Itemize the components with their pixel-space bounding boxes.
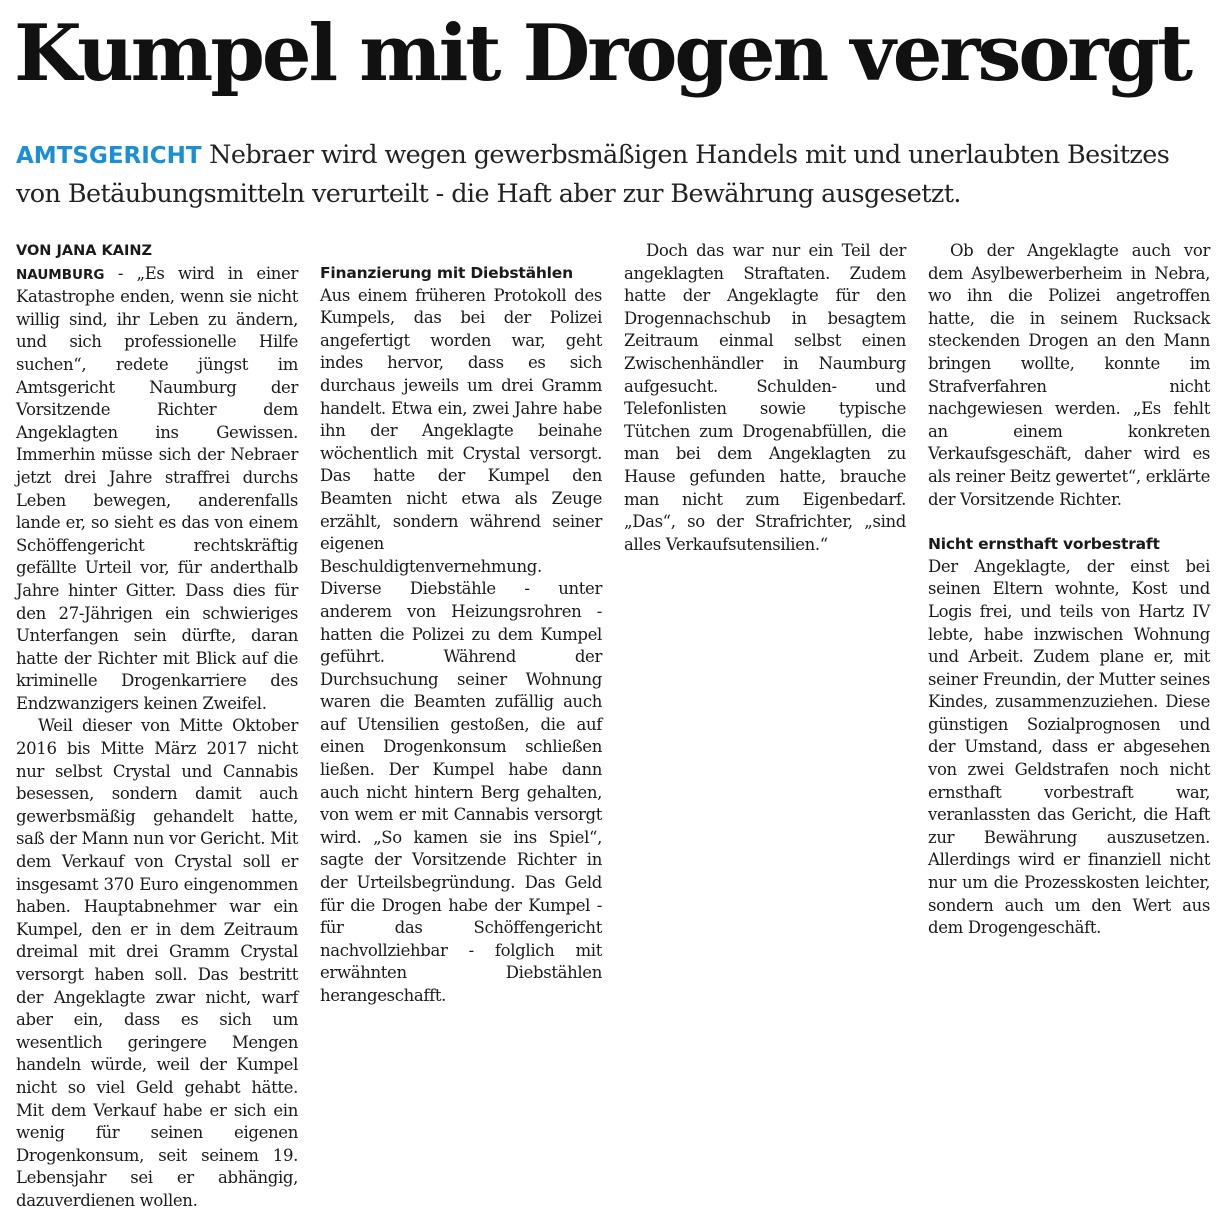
subhead-nicht-ernsthaft: Nicht ernsthaft vorbestraft xyxy=(928,535,1160,554)
deck-text: Nebraer wird wegen gewerbsmäßigen Handels mit und unerlaubten Besitzes von Betäubungsmitteln verurteilt - die Haft aber zur Bewährung ausgesetzt. xyxy=(16,140,1170,209)
article-columns xyxy=(16,240,1210,1210)
paragraph-6: Der Angeklagte, der einst bei seinen Eltern wohnte, Kost und Logis frei, und teils von Hartz IV lebte, habe inzwischen Wohnung und Arbeit. Zudem plane er, mit seiner Freundin, der Mutter seines Kindes, zusammenzuziehen. Diese günstigen Sozialprognosen und der Umstand, dass er abgesehen von zwei Geldstrafen noch nicht ernsthaft vorbestraft war, veranlassten das Gericht, die Haft zur Bewährung auszusetzen. Allerdings wird er finanziell nicht nur um die Prozesskosten leichter, sondern auch um den Wert aus dem Drogengeschäft. xyxy=(928,556,1210,938)
column-3-flow xyxy=(624,240,906,556)
section-gap xyxy=(928,511,1210,533)
paragraph-1-text: - „Es wird in einer Katastrophe enden, wenn sie nicht willig sind, ihr Leben zu ändern, und sich professionelle Hilfe suchen“, redete jüngst im Amtsgericht Naumburg der Vorsitzende Richter dem Angeklagten ins Gewissen. Immerhin müsse sich der Nebraer jetzt drei Jahre straffrei durchs Leben bewegen, anderenfalls lande er, so sieht es das von einem Schöffengericht rechtskräftig gefällte Urteil vor, für anderthalb Jahre hinter Gitter. Dass dies für den 27-Jährigen ein schwieriges Unterfangen sein dürfte, daran hatte der Richter mit Blick auf die kriminelle Drogenkarriere des Endzwanzigers keinen Zweifel. xyxy=(16,263,298,713)
byline: VON JANA KAINZ xyxy=(16,243,153,259)
paragraph-3: Aus einem früheren Protokoll des Kumpels, das bei der Polizei angefertigt worden war, geht indes hervor, dass es sich durchaus jeweils um drei Gramm handelt. Etwa ein, zwei Jahre habe ihn der Angeklagte beinahe wöchentlich mit Crystal versorgt. Das hatte der Kumpel den Beamten nicht etwa als Zeuge erzählt, sondern während seiner eigenen Beschuldigtenvernehmung. Diverse Diebstähle - unter anderem von Heizungsrohren - hatten die Polizei zu dem Kumpel geführt. Während der Durchsuchung seiner Wohnung waren die Beamten zufällig auch auf Utensilien gestoßen, die auf einen Drogenkonsum schließen ließen. Der Kumpel habe dann auch nicht hintern Berg gehalten, von wem er mit Cannabis versorgt wird. „So kamen sie ins Spiel“, sagte der Vorsitzende Richter in der Urteilsbegründung. Das Geld für die Drogen habe der Kumpel - für das Schöffengericht nachvollziehbar - folglich mit erwähnten Diebstählen herangeschafft. xyxy=(320,285,602,1005)
column-3 xyxy=(624,240,906,920)
paragraph-1 xyxy=(16,263,298,716)
headline: Kumpel mit Drogen versorgt xyxy=(14,8,1191,99)
paragraph-4: Doch das war nur ein Teil der angeklagten Straftaten. Zudem hatte der Angeklagte für den Drogennachschub in besagtem Zeitraum einmal selbst einen Zwischenhändler in Naumburg aufgesucht. Schulden- und Telefonlisten sowie typische Tütchen zum Drogenabfüllen, die man bei dem Angeklagten zu Hause gefunden hatte, brauche man nicht zum Eigenbedarf. „Das“, so der Strafrichter, „sind alles Verkaufsutensilien.“ xyxy=(624,241,906,554)
subhead-finanzierung: Finanzierung mit Diebstählen xyxy=(320,264,573,282)
paragraph-2: Weil dieser von Mitte Oktober 2016 bis Mitte März 2017 nicht nur selbst Crystal und Cannabis besessen, sondern damit auch gewerbsmäßig gehandelt hatte, saß der Mann nun vor Gericht. Mit dem Verkauf von Crystal soll er insgesamt 370 Euro eingenommen haben. Hauptabnehmer war ein Kumpel, den er in dem Zeitraum dreimal mit drei Gramm Crystal versorgt haben soll. Das bestritt der Angeklagte zwar nicht, warf aber ein, dass es sich um wesentlich geringere Mengen handeln würde, weil der Kumpel nicht so viel Geld gehabt hätte. Mit dem Verkauf habe er sich ein wenig für seinen eigenen Drogenkonsum, seit seinem 19. Lebensjahr sei er abhängig, dazuverdienen wollen. xyxy=(16,716,298,1210)
column-2-flow xyxy=(320,240,602,1008)
column-4 xyxy=(928,240,1210,938)
paragraph-5: Ob der Angeklagte auch vor dem Asylbewerberheim in Nebra, wo ihn die Polizei angetroffen hatte, die in seinem Rucksack steckenden Drogen an den Mann bringen wollte, konnte im Strafverfahren nicht nachgewiesen werden. „Es fehlt an einem konkreten Verkaufsgeschäft, daher wird es als reiner Beitz gewertet“, erklärte der Vorsitzende Richter. xyxy=(928,241,1210,509)
dateline: NAUMBURG xyxy=(16,266,105,283)
kicker: AMTSGERICHT xyxy=(16,143,202,169)
deck xyxy=(16,136,1206,213)
column-2 xyxy=(320,240,602,1005)
column-1 xyxy=(16,240,298,1210)
section-gap xyxy=(320,240,602,262)
